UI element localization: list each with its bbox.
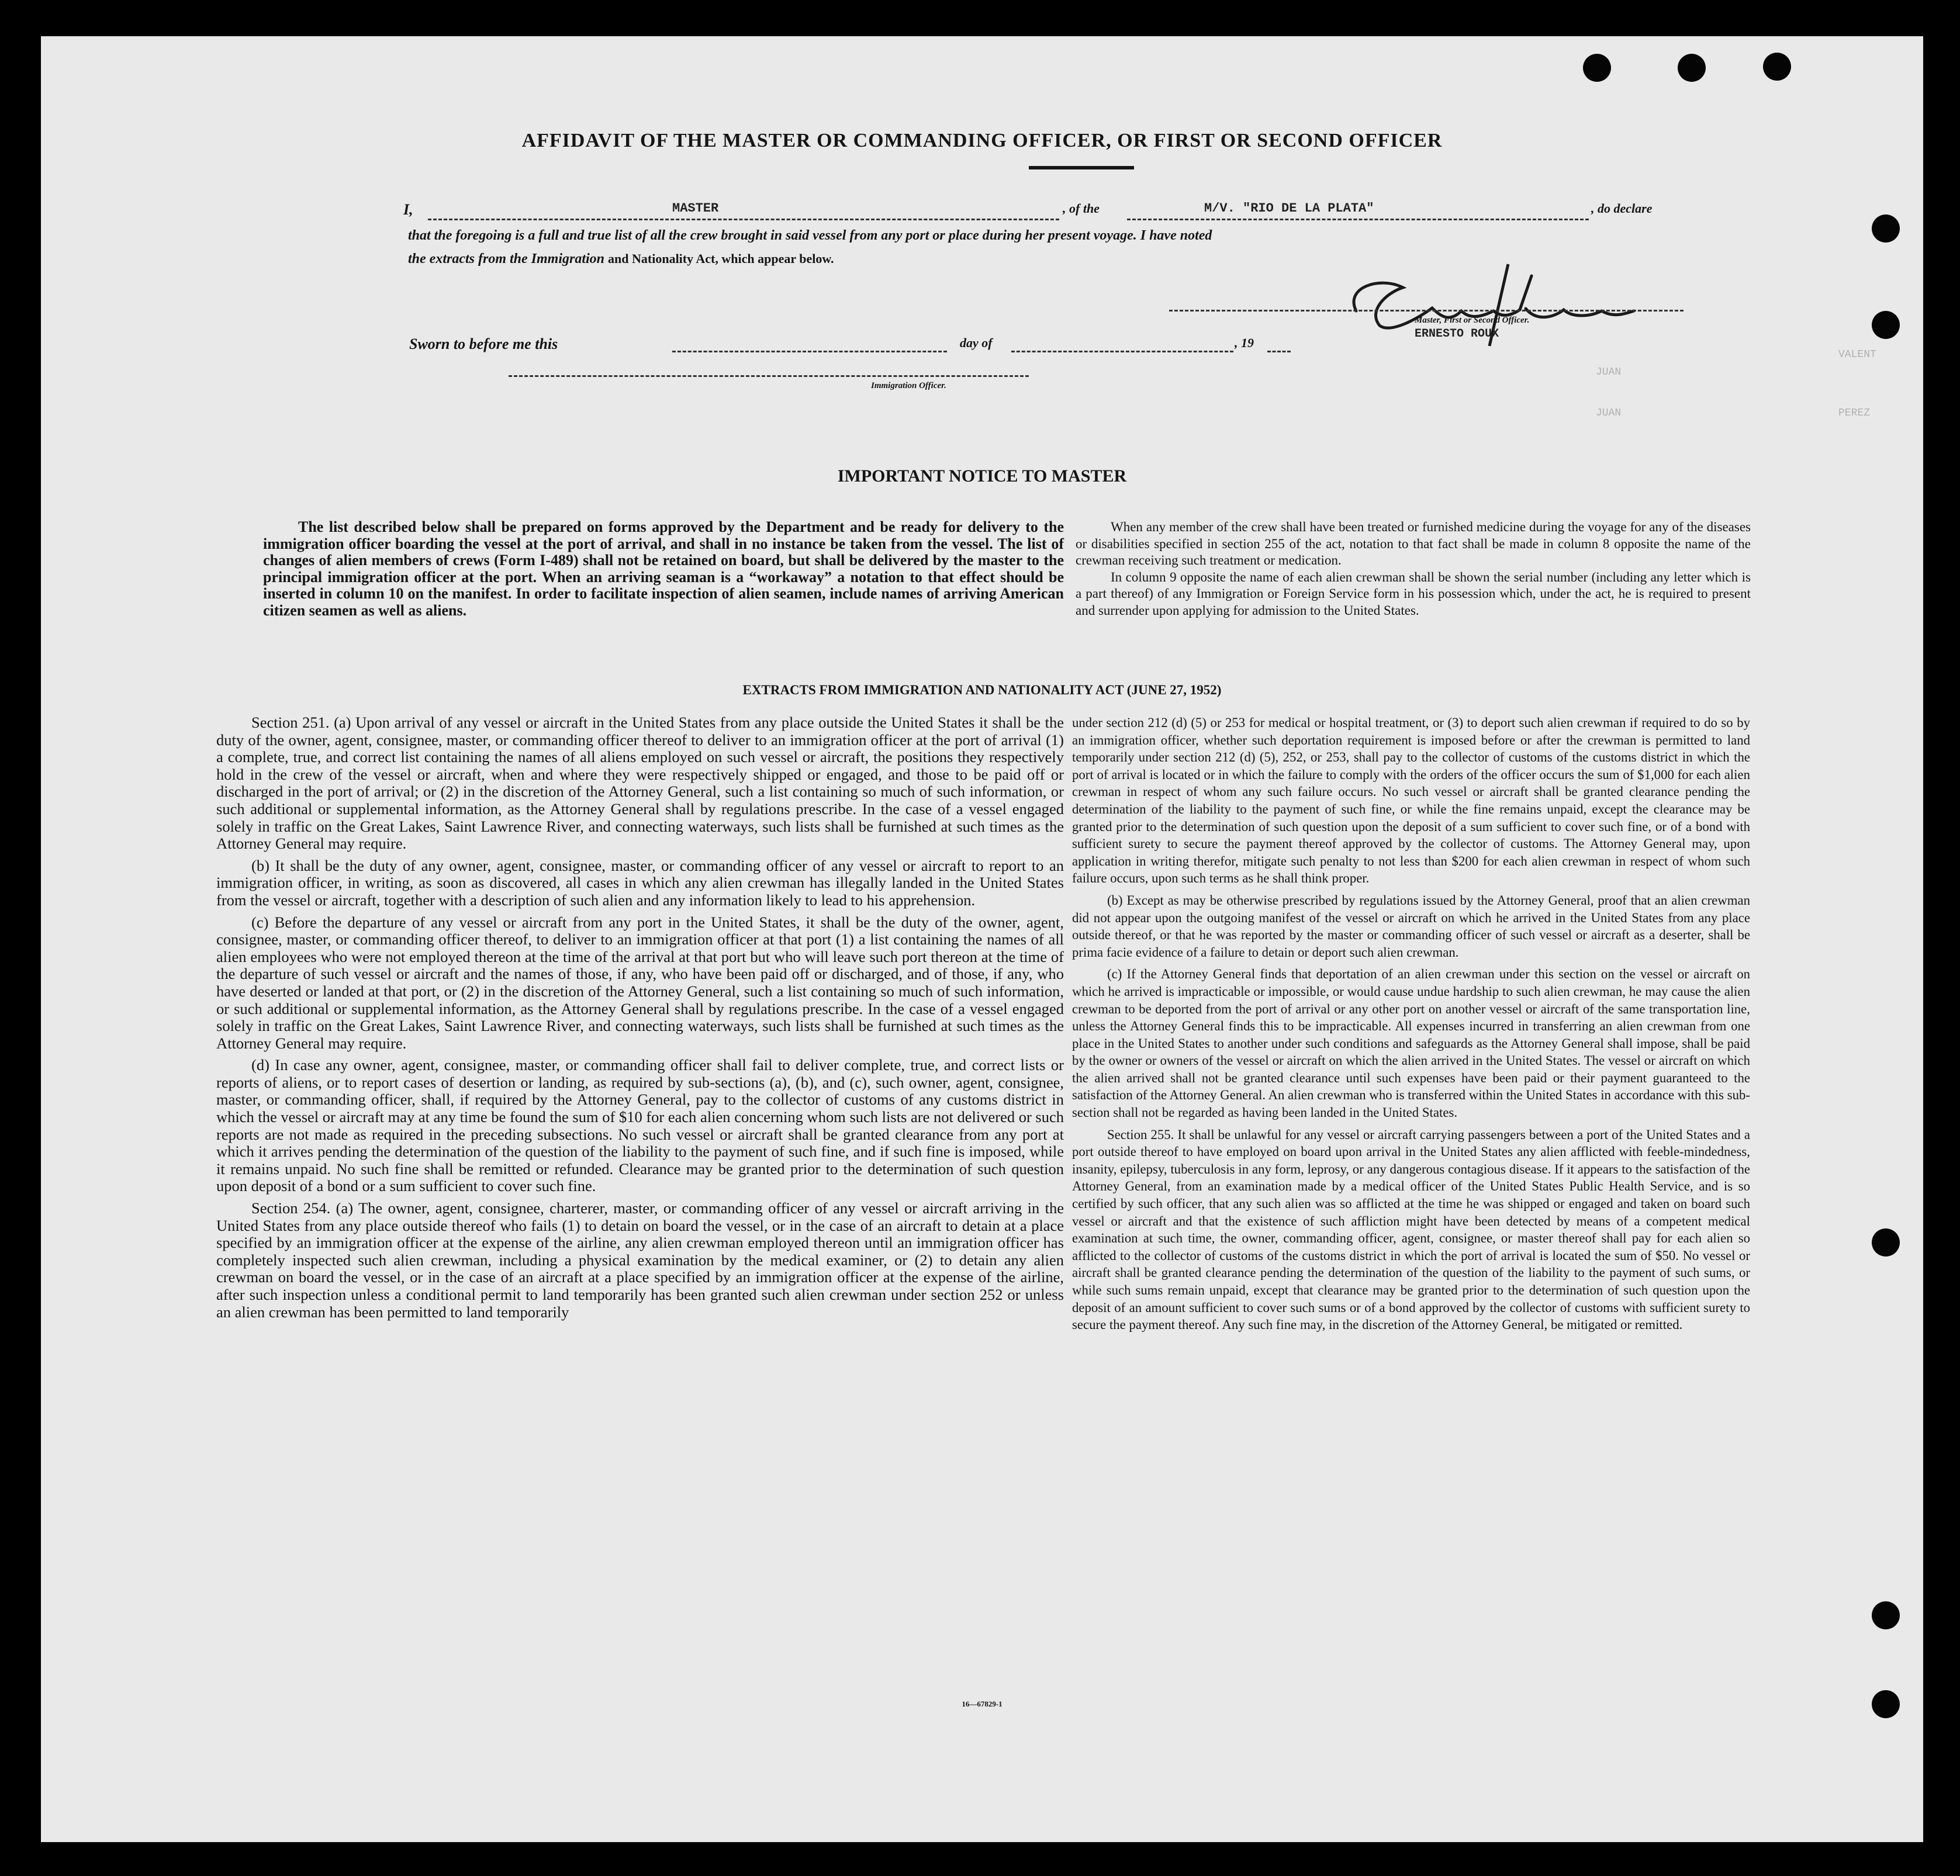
immigration-officer-caption: Immigration Officer. [871, 381, 946, 390]
notice-paragraph: When any member of the crew shall have been treated or furnished medicine during the voyage for any of the diseases or disabilities specified in section 255 of the act, notation to that fact shall be made in column 8 opposite the name of the crewman receiving such treatment or medication. [1076, 520, 1751, 567]
master-field-value: MASTER [672, 201, 719, 216]
bleed-through-text: PEREZ [1838, 407, 1871, 419]
form-number: 16—67829-1 [962, 1700, 1003, 1708]
signature-line [1169, 310, 1684, 311]
extracts-line-part-1: the extracts from the [408, 251, 528, 266]
section-254-c: (c) If the Attorney General finds that deportation of an alien crewman under this section on the vessel or aircraft on which he arrived is impracticable or impossible, or would cause undue hardship to such alien crewman, he may cause the alien crewman to be deported from the port of arrival or any other port on another vessel or aircraft of the same transportation line, unless the Attorney General finds this to be impracticable. All expenses incurred in transferring an alien crewman from one place in the United States to another under such conditions and safeguards as the Attorney General shall impose, shall be paid by the owner or owners of the vessel or aircraft on which the alien arrived in the United States. The vessel or aircraft on which the alien arrived shall not be granted clearance until such expenses have been paid or their payment guaranteed to the satisfaction of the Attorney General. An alien crewman who is transferred within the United States in accordance with this sub-section shall not be regarded as having been landed in the United States. [1072, 967, 1750, 1120]
punch-hole [1583, 54, 1611, 82]
section-251-c: (c) Before the departure of any vessel or aircraft from any port in the United States, it shall be the duty of the owner, agent, consignee, master, or commanding officer thereof, to deliver to an immigration officer at that port (1) a list containing the names of all alien employees who were not employed thereon at the time of the arrival at that port but who will leave such port thereon at the time of the departure of such vessel or aircraft and the names of those, if any, who have been paid off or discharged, and of those, if any, who have deserted or landed at that port, or (2) in the discretion of the Attorney General, such a list containing so much of such information, or such additional or supplemental information, as the Attorney General shall by regulations prescribe. In the case of a vessel engaged solely in traffic on the Great Lakes, Saint Lawrence River, and connecting waterways, such lists shall be furnished at such times as the Attorney General may require. [216, 913, 1064, 1052]
sworn-label: Sworn to before me this [409, 335, 558, 352]
section-251-d: (d) In case any owner, agent, consignee, master, or commanding officer shall fail to deliver complete, true, and correct lists or reports of aliens, or to report cases of desertion or landing, as required by sub-sections (a), (b), and (c), such owner, agent, consignee, master, or commanding officer, shall, if required by the Attorney General, pay to the collector of customs of any customs district in which the vessel or aircraft may at any time be found the sum of $10 for each alien concerning whom such lists are not delivered or such reports are not made as required in the preceding subsections. No such vessel or aircraft shall be granted clearance from any port at which it arrives pending the determination of the question of the liability to the payment of such fine, and if such fine is imposed, while it remains unpaid. No such fine shall be remitted or refunded. Clearance may be granted prior to the determination of such question upon deposit of a bond or a sum sufficient to cover such fine. [216, 1056, 1064, 1195]
year-blank-line [1267, 351, 1291, 352]
extracts-title: EXTRACTS FROM IMMIGRATION AND NATIONALITY ACT (JUNE 27, 1952) [742, 683, 1222, 697]
of-the-label: , of the [1063, 201, 1100, 216]
punch-hole [1763, 53, 1791, 81]
signer-caption: Master, First or Second Officer. [1415, 316, 1530, 325]
affidavit-statement-line: that the foregoing is a full and true list of all the crew brought in said vessel from any port or place during her present voyage. I have noted [408, 228, 1212, 243]
punch-hole [1872, 214, 1900, 243]
punch-hole [1872, 1228, 1900, 1257]
notice-paragraph: The list described below shall be prepared on forms approved by the Department and be ready for delivery to the immigration officer boarding the vessel at the port of arrival, and shall in no instance be taken from the vessel. The list of changes of alien members of crews (Form I-489) shall not be retained on board, but shall be delivered by the master to the principal immigration officer at the port. When an arriving seaman is a “workaway” a notation to that effect should be inserted in column 10 on the manifest. In order to facilitate inspection of alien seamen, include names of arriving American citizen seamen as well as aliens. [263, 518, 1064, 619]
title-rule [1029, 166, 1134, 169]
do-declare-label: , do declare [1591, 201, 1653, 216]
extracts-line-part-3: and Nationality Act, which appear below. [608, 251, 834, 266]
vessel-field-value: M/V. "RIO DE LA PLATA" [1204, 201, 1374, 216]
sworn-month-line [1011, 351, 1233, 352]
notice-left-column [263, 519, 1064, 619]
signer-name-stamp: ERNESTO ROUX [1415, 327, 1499, 341]
immigration-officer-line [509, 375, 1029, 377]
affidavit-title: AFFIDAVIT OF THE MASTER OR COMMANDING OFFICER, OR FIRST OR SECOND OFFICER [521, 130, 1443, 151]
bleed-through-text: VALENT [1838, 349, 1876, 361]
notice-title: IMPORTANT NOTICE TO MASTER [837, 466, 1127, 486]
year-label: , 19 [1235, 335, 1254, 350]
section-254-a-continued: under section 212 (d) (5) or 253 for medical or hospital treatment, or (3) to deport such alien crewman if required to do so by an immigration officer, whether such deportation requirement is imposed before or after the crewman is permitted to land temporarily under section 212 (d) (5), 252, or 253, shall pay to the collector of customs of the customs district in which the port of arrival is located or in which the failure to comply with the orders of the officer occurs the sum of $1,000 for each alien crewman in respect of whom any such failure occurs. No such vessel or aircraft shall be granted clearance pending the determination of the liability to the payment of such fine, or while the fine remains unpaid, except the clearance may be granted prior to the determination of such question upon the deposit of a sum sufficient to cover such fine, or of a bond with sufficient surety to secure the payment thereof approved by the collector of customs. The Attorney General may, upon application in writing therefor, mitigate such penalty to not less than $200 for each alien crewman in respect of whom such failure occurs, upon such terms as he shall think proper. [1072, 715, 1750, 886]
section-251-b: (b) It shall be the duty of any owner, agent, consignee, master, or commanding officer of any vessel or aircraft to report to an immigration officer, in writing, as soon as discovered, all cases in which any alien crewman has illegally landed in the United States from the vessel or aircraft, together with a description of such alien and any information likely to lead to his apprehension. [216, 856, 1064, 909]
bleed-through-text: JUAN [1596, 366, 1622, 378]
punch-hole [1678, 54, 1706, 82]
extracts-right-column [1072, 714, 1750, 1338]
notice-right-column [1076, 519, 1751, 619]
section-251-a: Section 251. (a) Upon arrival of any vessel or aircraft in the United States from any place outside the United States it shall be the duty of the owner, agent, consignee, master, or commanding officer thereof to deliver to an immigration officer at the port of arrival (1) a complete, true, and correct list containing the names of all aliens employed on such vessel or aircraft, the positions they respectively hold in the crew of the vessel or aircraft, when and where they were respectively shipped or engaged, and those to be paid off or discharged in the port of arrival; or (2) in the discretion of the Attorney General, such a list containing so much of such information, or such additional or supplemental information, as the Attorney General shall by regulations prescribe. In the case of a vessel engaged solely in traffic on the Great Lakes, Saint Lawrence River, and connecting waterways, such lists shall be furnished at such times as the Attorney General may require. [216, 714, 1064, 853]
extracts-left-column [216, 714, 1064, 1325]
document-page [41, 36, 1923, 1842]
section-254-b: (b) Except as may be otherwise prescribed by regulations issued by the Attorney General, proof that an alien crewman did not appear upon the outgoing manifest of the vessel or aircraft on which he arrived in the United States from any place outside thereof, or that he was reported by the master or commanding officer of such vessel or aircraft as a deserter, shall be prima facie evidence of a failure to detain or deport such alien crewman. [1072, 892, 1750, 960]
affidavit-extracts-line [408, 251, 834, 267]
master-blank-line [428, 219, 1059, 220]
section-255: Section 255. It shall be unlawful for any vessel or aircraft carrying passengers between a port of the United States and a port outside thereof to have employed on board upon arrival in the United States any alien afflicted with feeble-mindedness, insanity, epilepsy, tuberculosis in any form, leprosy, or any dangerous contagious disease. If it appears to the satisfaction of the Attorney General, from an examination made by a medical officer of the United States Public Health Service, and is so certified by such officer, that any such alien was so afflicted at the time he was shipped or engaged and taken on board such vessel or aircraft and that the existence of such affliction might have been detected by means of a competent medical examination at such time, the owner, commanding officer, agent, consignee, or master thereof shall pay for each alien so afflicted to the collector of customs of the customs district in which the port of arrival is located the sum of $50. No vessel or aircraft shall be granted clearance pending the determination of the question of the liability to the payment of such sums, or while such sums remain unpaid, except that clearance may be granted prior to the determination of such question upon the deposit of an amount sufficient to cover such sums or of a bond approved by the collector of customs with sufficient surety to secure the payment thereof. Any such fine may, in the discretion of the Attorney General, be mitigated or remitted. [1072, 1127, 1750, 1332]
vessel-blank-line [1127, 219, 1589, 220]
section-254-a: Section 254. (a) The owner, agent, consignee, charterer, master, or commanding officer of any vessel or aircraft arriving in the United States from any place outside thereof who fails (1) to detain on board the vessel, or in the case of an aircraft to detain at a place specified by an immigration officer at the expense of the airline, any alien crewman employed thereon until an immigration officer has completely inspected such alien crewman, including a physical examination by the medical examiner, or (2) to detain any alien crewman on board the vessel, or in the case of an aircraft at a place specified by an immigration officer at the expense of the airline, after such inspection unless a conditional permit to land temporarily has been granted such alien crewman under section 252 or unless an alien crewman has been permitted to land temporarily [216, 1199, 1064, 1321]
day-of-label: day of [960, 335, 993, 350]
punch-hole [1872, 1601, 1900, 1629]
extracts-line-part-2: Immigration [531, 251, 605, 266]
punch-hole [1872, 311, 1900, 339]
notice-paragraph: In column 9 opposite the name of each alien crewman shall be shown the serial number (including any letter which is a part thereof) of any Immigration or Foreign Service form in his possession which, under the act, he is required to present and surrender upon applying for admission to the United States. [1076, 569, 1751, 618]
sworn-day-line [672, 351, 947, 352]
bleed-through-text: JUAN [1596, 407, 1622, 419]
i-label: I, [403, 201, 413, 218]
